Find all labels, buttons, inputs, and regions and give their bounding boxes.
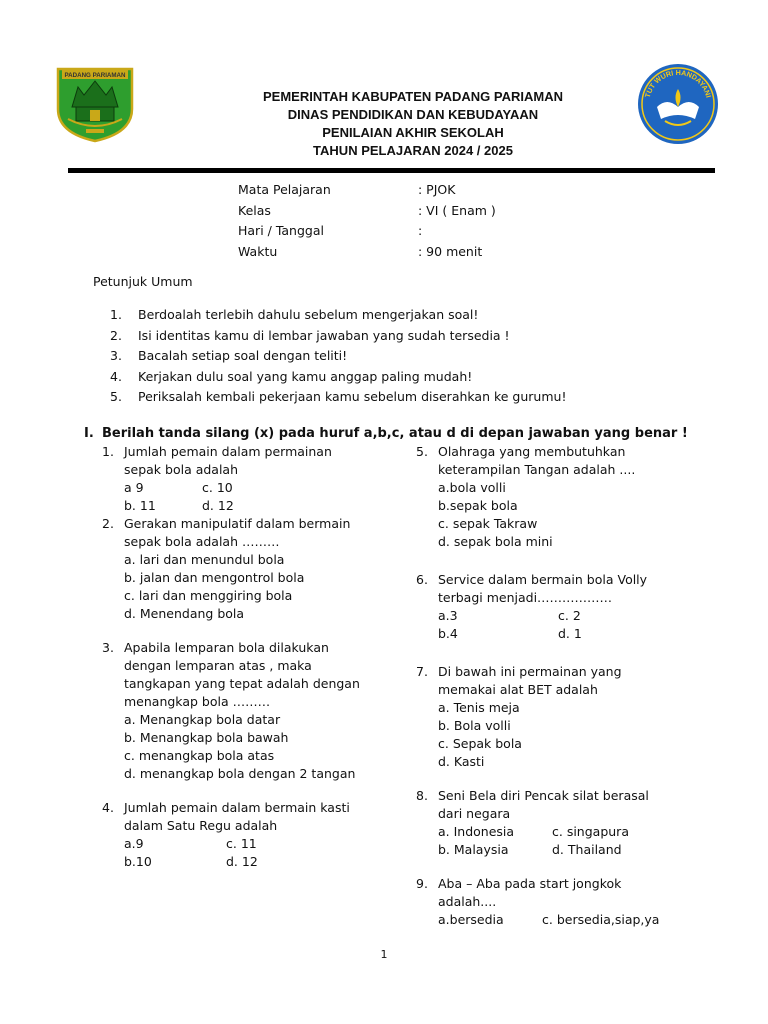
question-text: Aba – Aba pada start jongkok xyxy=(438,876,622,891)
instruction-text: Isi identitas kamu di lembar jawaban yang sudah tersedia ! xyxy=(138,327,510,343)
answer-option-row xyxy=(438,911,716,929)
answer-option: a.9 xyxy=(124,836,144,851)
question-number: 4. xyxy=(102,800,114,815)
answer-option: c. Sepak bola xyxy=(438,736,522,751)
answer-option: b. jalan dan mengontrol bola xyxy=(124,570,305,585)
answer-option: b.10 xyxy=(124,854,152,869)
question-text: Apabila lemparan bola dilakukan xyxy=(124,640,329,655)
question-number: 7. xyxy=(416,664,428,679)
answer-option: a 9 xyxy=(124,480,144,495)
answer-option-row xyxy=(438,607,716,625)
answer-option: d. Kasti xyxy=(438,754,485,769)
question-text: keterampilan Tangan adalah .... xyxy=(438,462,636,477)
section-instruction: Berilah tanda silang (x) pada huruf a,b,c, atau d di depan jawaban yang benar ! xyxy=(102,426,688,441)
answer-option: b.sepak bola xyxy=(438,498,518,513)
answer-option: d. menangkap bola dengan 2 tangan xyxy=(124,766,356,781)
question-number: 6. xyxy=(416,572,428,587)
answer-option: d. Menendang bola xyxy=(124,606,245,621)
answer-option-row xyxy=(124,479,392,497)
question-number: 5. xyxy=(416,444,428,459)
instruction-item xyxy=(110,387,566,408)
answer-option: a.3 xyxy=(438,608,458,623)
answer-option: d. Thailand xyxy=(552,842,622,857)
answer-option: b. Malaysia xyxy=(438,842,509,857)
question-text: dalam Satu Regu adalah xyxy=(124,818,278,833)
answer-option: a. Tenis meja xyxy=(438,700,520,715)
info-value: : VI ( Enam ) xyxy=(418,202,496,218)
answer-option-row xyxy=(124,497,392,515)
info-key: Kelas xyxy=(238,202,271,218)
answer-option: d. 12 xyxy=(202,498,234,513)
instruction-item xyxy=(110,346,566,367)
question-number: 2. xyxy=(102,516,114,531)
general-instructions-list xyxy=(110,305,566,408)
question-text: memakai alat BET adalah xyxy=(438,682,598,697)
question-text: dari negara xyxy=(438,806,511,821)
answer-option: a.bola volli xyxy=(438,480,506,495)
questions-right-column xyxy=(416,443,716,929)
header-divider xyxy=(68,168,715,173)
answer-option: a. Indonesia xyxy=(438,824,515,839)
answer-option: d. 1 xyxy=(558,626,582,641)
header-line-3: PENILAIAN AKHIR SEKOLAH xyxy=(322,125,504,140)
instruction-item xyxy=(110,367,566,388)
header-line-1: PEMERINTAH KABUPATEN PADANG PARIAMAN xyxy=(263,89,563,104)
section-numeral: I. xyxy=(84,426,94,441)
question-number: 1. xyxy=(102,444,114,459)
answer-option: a. Menangkap bola datar xyxy=(124,712,281,727)
header-line-4: TAHUN PELAJARAN 2024 / 2025 xyxy=(313,143,513,158)
question-number: 3. xyxy=(102,640,114,655)
question-item xyxy=(416,663,716,771)
answer-option: c. sepak Takraw xyxy=(438,516,538,531)
answer-option: a. lari dan menundul bola xyxy=(124,552,285,567)
answer-option-row xyxy=(438,823,716,841)
tut-wuri-handayani-logo xyxy=(637,63,719,145)
info-value: : PJOK xyxy=(418,182,456,197)
answer-option: a.bersedia xyxy=(438,912,504,927)
question-item xyxy=(416,875,716,929)
general-instructions-title: Petunjuk Umum xyxy=(93,274,193,289)
padang-pariaman-logo xyxy=(56,63,134,143)
answer-option: b. 11 xyxy=(124,498,156,513)
question-text: adalah.... xyxy=(438,894,497,909)
answer-option: c. bersedia,siap,ya xyxy=(542,912,660,927)
instruction-item xyxy=(110,305,566,326)
answer-option: b. Menangkap bola bawah xyxy=(124,730,289,745)
answer-option: c. 10 xyxy=(202,480,233,495)
page-number: 1 xyxy=(380,948,388,961)
question-text: Service dalam bermain bola Volly xyxy=(438,572,648,587)
info-value: : 90 menit xyxy=(418,243,483,259)
question-item xyxy=(102,639,392,783)
question-text: Olahraga yang membutuhkan xyxy=(438,444,626,459)
answer-option: b. Bola volli xyxy=(438,718,511,733)
answer-option-row xyxy=(438,841,716,859)
answer-option: b.4 xyxy=(438,626,458,641)
instruction-number: 4. xyxy=(110,368,122,384)
answer-option: c. lari dan menggiring bola xyxy=(124,588,293,603)
answer-option: d. sepak bola mini xyxy=(438,534,553,549)
logo-left-text: PADANG PARIAMAN xyxy=(64,72,126,79)
question-item xyxy=(416,571,716,643)
instruction-number: 2. xyxy=(110,327,122,343)
question-text: dengan lemparan atas , maka xyxy=(124,658,312,673)
instruction-text: Berdoalah terlebih dahulu sebelum mengerjakan soal! xyxy=(138,307,479,322)
info-key: Waktu xyxy=(238,243,278,259)
question-text: Gerakan manipulatif dalam bermain xyxy=(124,516,351,531)
instruction-text: Bacalah setiap soal dengan teliti! xyxy=(138,348,348,363)
question-item xyxy=(416,443,716,551)
question-number: 8. xyxy=(416,788,428,803)
info-key: Hari / Tanggal xyxy=(238,223,324,238)
question-item xyxy=(102,799,392,871)
answer-option-row xyxy=(124,835,392,853)
question-text: tangkapan yang tepat adalah dengan xyxy=(124,676,360,691)
instruction-number: 1. xyxy=(110,307,122,322)
question-text: menangkap bola ……… xyxy=(124,694,271,709)
instruction-number: 3. xyxy=(110,348,122,363)
instruction-text: Kerjakan dulu soal yang kamu anggap paling mudah! xyxy=(138,368,473,384)
question-text: terbagi menjadi……………… xyxy=(438,590,613,605)
question-text: Di bawah ini permainan yang xyxy=(438,664,622,679)
question-item xyxy=(102,443,392,515)
question-item xyxy=(416,787,716,859)
question-text: Seni Bela diri Pencak silat berasal xyxy=(438,788,649,803)
question-text: sepak bola adalah xyxy=(124,462,239,477)
answer-option-row xyxy=(438,625,716,643)
answer-option-row xyxy=(124,853,392,871)
question-text: Jumlah pemain dalam bermain kasti xyxy=(124,800,350,815)
questions-left-column xyxy=(102,443,392,871)
answer-option: c. singapura xyxy=(552,824,629,839)
question-item xyxy=(102,515,392,623)
logo-right-text: TUT WURI HANDAYANI xyxy=(642,67,714,99)
answer-option: c. menangkap bola atas xyxy=(124,748,275,763)
instruction-item xyxy=(110,326,566,347)
question-text: sepak bola adalah ……… xyxy=(124,534,280,549)
header-line-2: DINAS PENDIDIKAN DAN KEBUDAYAAN xyxy=(287,107,539,122)
answer-option: c. 2 xyxy=(558,608,581,623)
answer-option: d. 12 xyxy=(226,854,258,869)
question-text: Jumlah pemain dalam permainan xyxy=(124,444,332,459)
section-title xyxy=(84,426,688,441)
answer-option: c. 11 xyxy=(226,836,257,851)
instruction-text: Periksalah kembali pekerjaan kamu sebelum diserahkan ke gurumu! xyxy=(138,389,567,404)
question-number: 9. xyxy=(416,876,428,891)
info-key: Mata Pelajaran xyxy=(238,182,331,197)
info-value: : xyxy=(418,223,423,238)
document-header xyxy=(200,88,626,160)
instruction-number: 5. xyxy=(110,389,122,404)
